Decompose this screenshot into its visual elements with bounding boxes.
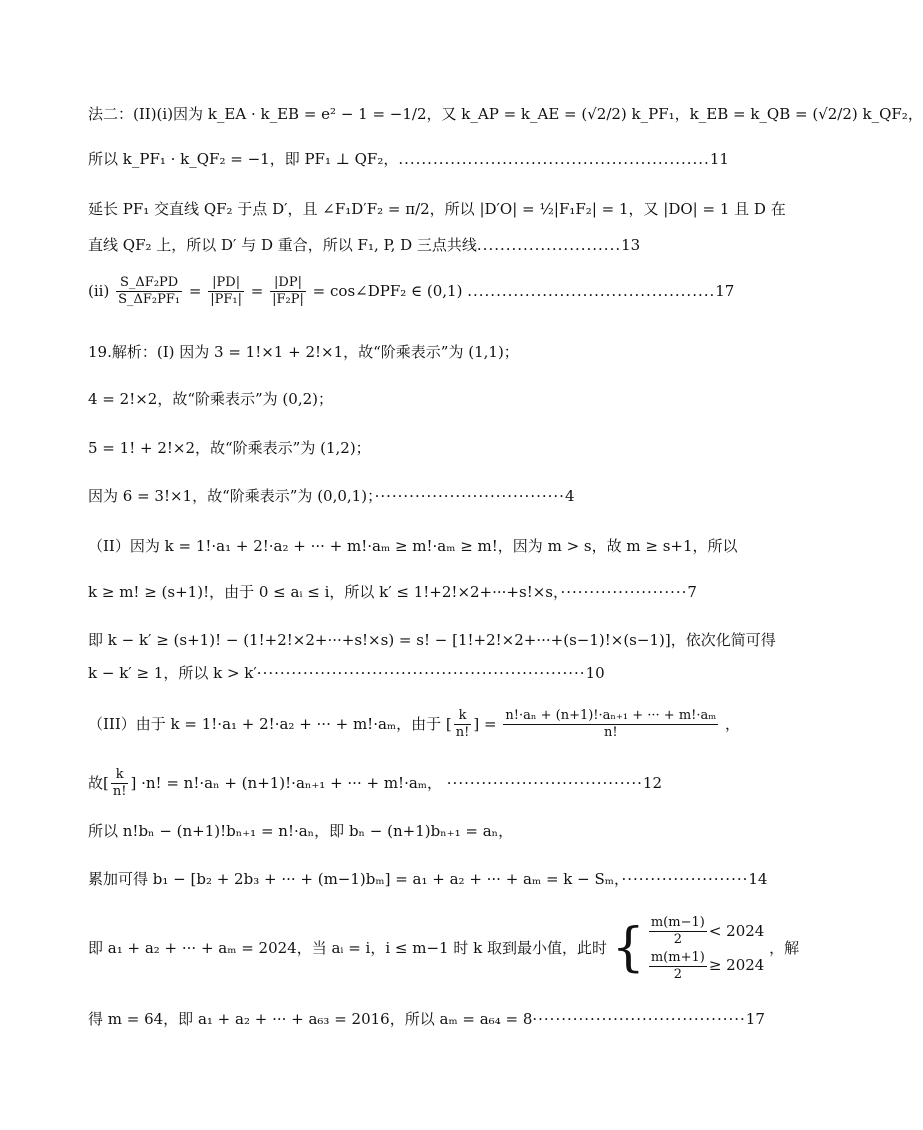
text-line-4 [88,234,740,256]
text-line-6 [88,341,740,363]
text-line-17 [88,868,768,890]
score-mark: 12 [642,774,662,792]
score-mark: 7 [687,583,697,601]
leader-dots: ······················ [621,870,749,888]
line-text: 延长 PF₁ 交直线 QF₂ 于点 D′，且 ∠F₁D′F₂ = π/2，所以 |D′O| = ½|F₁F₂| = 1，又 |DO| = 1 且 D 在 [88,200,786,218]
leader-dots: ································· [374,487,565,505]
cos-ratio-fraction: $\frac{|DP|}{\text{|F₂P|}}$ [272,274,304,307]
line-text: 即 k − k′ ≥ (s+1)! − (1!+2!×2+···+s!×s) = s! − [1!+2!×2+···+(s−1)!×(s−1)]，依次化简可得 [88,631,776,649]
line-text: = cos∠DPF₂ ∈ (0,1) [312,282,463,300]
line-text: 即 a₁ + a₂ + ··· + aₘ = 2024，当 aᵢ = i，i ≤ m−1 时 k 取到最小值，此时 [88,939,607,957]
inequality-system: $\frac{m(m-1)}{2}$ < 2024 $\frac{m(m+1)}{2}$ ≥ 2024 [650,915,765,982]
line-text: 5 = 1! + 2!×2，故“阶乘表示”为 (1,2)； [88,439,371,457]
line-text: 直线 QF₂ 上，所以 D′ 与 D 重合，所以 F₁, P, D 三点共线 [88,236,477,254]
text-line-3 [88,198,786,220]
length-ratio-fraction: $\frac{|PD|}{\text{|PF₁|}}$ [210,274,242,307]
text-line-12 [88,629,776,651]
line-text: 19.解析：(I) 因为 3 = 1!×1 + 2!×1，故“阶乘表示”为 (1,1)； [88,343,519,361]
text-line-11 [88,581,740,603]
area-ratio-fraction: $\frac{\text{S\_ΔF₂PD}}{\text{S\_ΔF₂PF₁}}$ [118,274,181,307]
score-mark: 11 [709,150,729,168]
text-line-9 [88,485,740,507]
text-line-13 [88,662,740,684]
score-mark: 13 [621,236,641,254]
text-line-18 [88,902,800,993]
cases-brace: { [611,918,645,978]
text-line-16 [88,820,740,842]
line-text: k − k′ ≥ 1，所以 k > k′ [88,664,257,682]
floor-fraction: $\frac{k}{n!}$ [455,707,470,740]
line-text: ，解 [769,939,800,957]
leader-dots: ·································· [446,774,643,792]
line-text: 4 = 2!×2，故“阶乘表示”为 (0,2)； [88,390,333,408]
text-line-19 [88,1008,765,1030]
text-line-2 [88,148,740,170]
line-text: 故 [88,774,104,792]
line-text: (ii) [88,282,110,300]
leader-dots: ························································· [256,664,586,682]
line-text: 得 m = 64，即 a₁ + a₂ + ··· + a₆₃ = 2016，所以 aₘ = a₆₄ = 8 [88,1010,533,1028]
line-text: k ≥ m! ≥ (s+1)!，由于 0 ≤ aᵢ ≤ i，所以 k′ ≤ 1!+2!×2+···+s!×s， [88,583,561,601]
line-text: 所以 n!bₙ − (n+1)!bₙ₊₁ = n!·aₙ，即 bₙ − (n+1)bₙ₊₁ = aₙ， [88,822,514,840]
text-line-14: （III）由于 k = 1!·a₁ + 2!·a₂ + ··· + m!·aₘ，由于 [ $\frac{k}{n!}$ ] = $\frac{\text{n!·aₙ + (n+1)!·aₙ₊₁ + ··· + m!·aₘ}}{n!}$ ， [88,707,741,740]
expansion-fraction: $\frac{\text{n!·aₙ + (n+1)!·aₙ₊₁ + ··· + m!·aₘ}}{n!}$ [505,707,717,740]
text-line-10 [88,535,740,557]
floor-fraction: $\frac{k}{n!}$ [112,766,127,799]
leader-dots: ......................... [476,236,622,254]
leader-dots: ······················ [560,583,688,601]
line-text: 因为 6 = 3!×1，故“阶乘表示”为 (0,0,1)； [88,487,375,505]
leader-dots: ........................................... [467,282,716,300]
score-mark: 17 [745,1010,765,1028]
line-text: ·n! = n!·aₙ + (n+1)!·aₙ₊₁ + ··· + m!·aₘ， [141,774,442,792]
text-line-15: 故[ $\frac{k}{n!}$ ] ·n! = n!·aₙ + (n+1)!·aₙ₊₁ + ··· + m!·aₘ， ··································12 [88,766,662,799]
score-mark: 4 [564,487,575,505]
text-line-7 [88,388,740,410]
text-line-8 [88,437,740,459]
line-text: （III）由于 k = 1!·a₁ + 2!·a₂ + ··· + m!·aₘ，由于 [88,715,442,733]
leader-dots: ····································· [532,1010,746,1028]
text-line-1 [88,103,923,125]
text-line-5: (ii) $\frac{\text{S\_ΔF₂PD}}{\text{S\_ΔF₂PF₁}}$ = $\frac{|PD|}{\text{|PF₁|}}$ = $\frac{|DP|}{\text{|F₂P|}}$ = cos∠DPF₂ ∈ (0,1) ...........................................17 [88,274,735,307]
score-mark: 14 [748,870,768,888]
score-mark: 17 [715,282,735,300]
score-mark: 10 [585,664,605,682]
line-text: 累加可得 b₁ − [b₂ + 2b₃ + ··· + (m−1)bₘ] = a₁ + a₂ + ··· + aₘ = k − Sₘ， [88,870,622,888]
line-text: 法二：(II)(i)因为 k_EA · k_EB = e² − 1 = −1/2，又 k_AP = k_AE = (√2/2) k_PF₁，k_EB = k_QB = (√2/2) k_QF₂， [88,105,923,123]
line-text: 所以 k_PF₁ · k_QF₂ = −1，即 PF₁ ⊥ QF₂， [88,150,399,168]
line-text: （II）因为 k = 1!·a₁ + 2!·a₂ + ··· + m!·aₘ ≥ m!·aₘ ≥ m!，因为 m > s，故 m ≥ s+1，所以 [88,537,738,555]
leader-dots: ...................................................... [398,150,710,168]
